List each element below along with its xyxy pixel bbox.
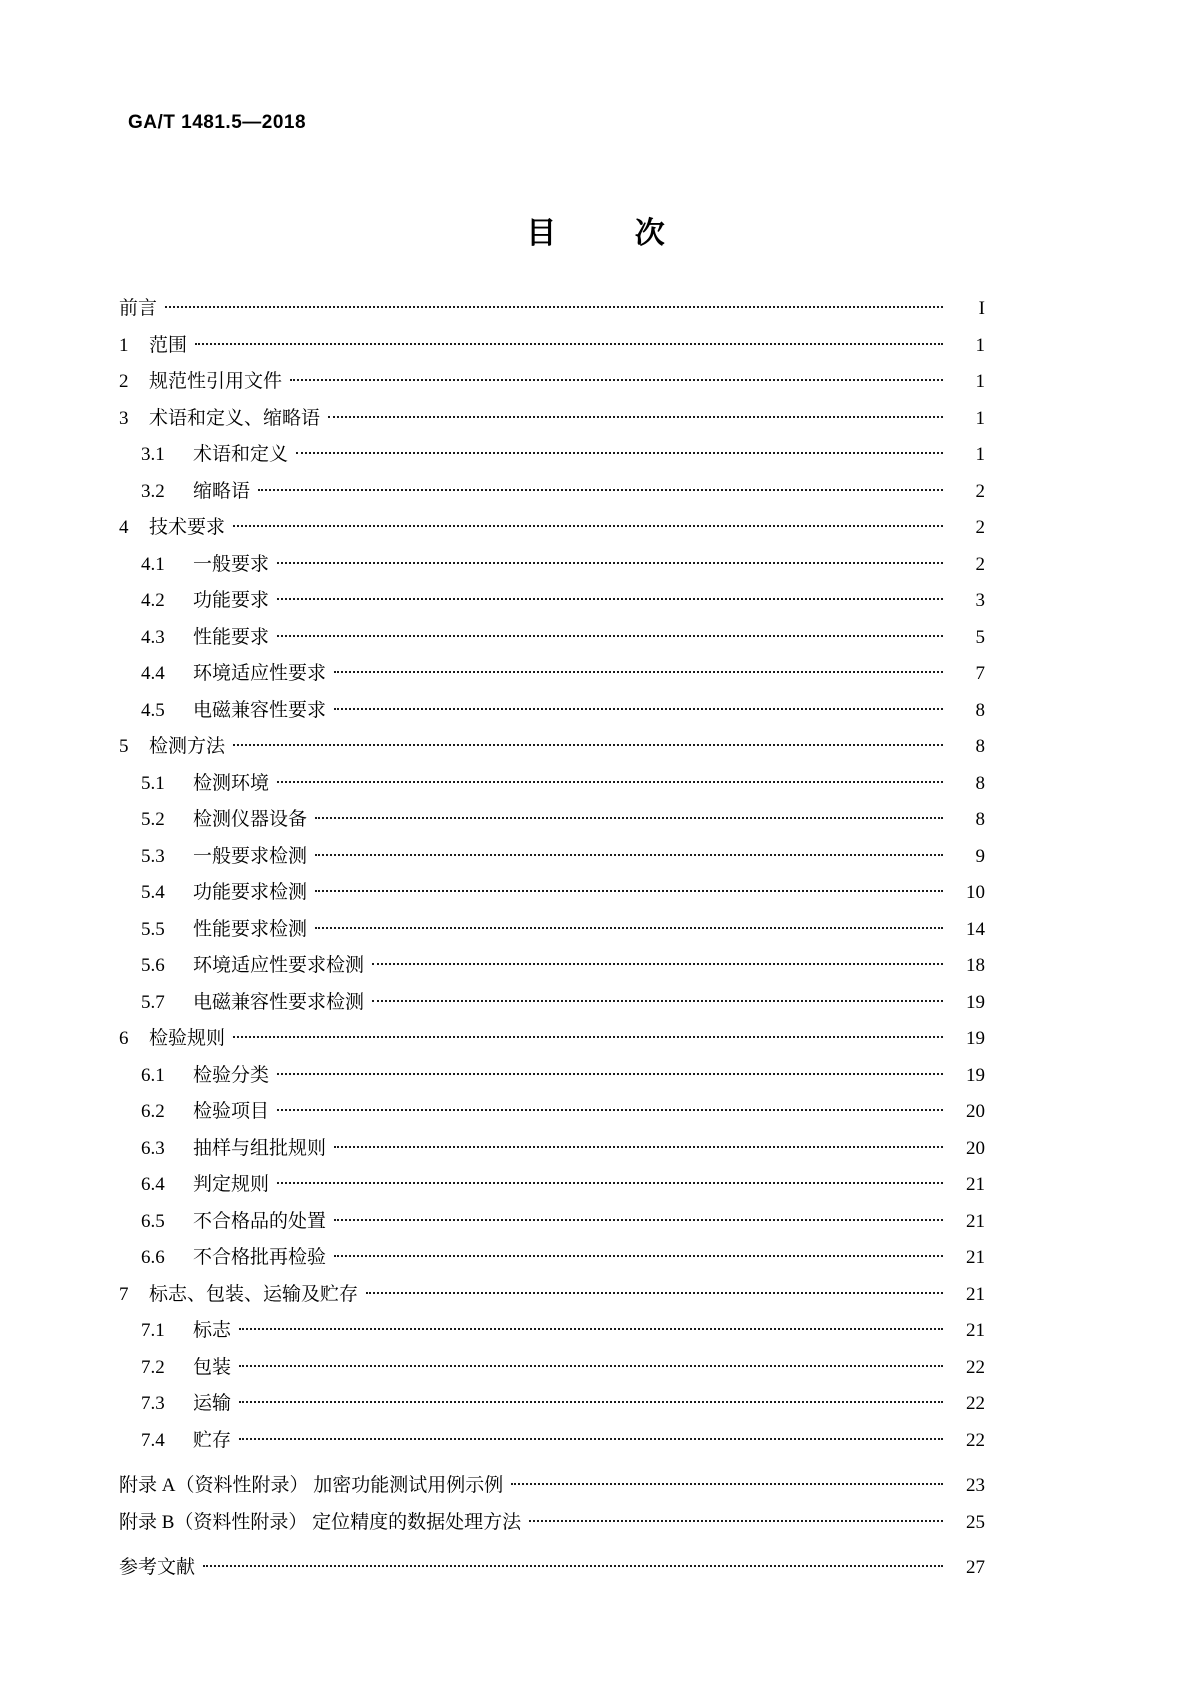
toc-entry-label: 检测方法: [149, 736, 226, 757]
toc-entry-label: 规范性引用文件: [149, 371, 283, 392]
toc-leader-dots: [511, 1472, 943, 1491]
toc-entry[interactable]: [119, 1025, 985, 1062]
toc-entry-number: 4.5: [141, 699, 165, 721]
toc-entry-label: 功能要求: [193, 590, 270, 611]
toc-entry-page: 2: [975, 553, 985, 575]
toc-entry-page: 19: [966, 1064, 985, 1086]
standard-number-header: GA/T 1481.5—2018: [128, 112, 307, 133]
toc-entry[interactable]: [119, 697, 985, 734]
toc-entry-label: 运输: [193, 1393, 232, 1414]
toc-entry-label: 技术要求: [149, 517, 226, 538]
toc-entry-label: 不合格品的处置: [193, 1210, 327, 1232]
toc-entry-page: 1: [975, 407, 985, 429]
toc-entry[interactable]: [119, 1244, 985, 1281]
toc-entry-number: 5.1: [141, 772, 165, 794]
toc-entry-label: 电磁兼容性要求: [193, 699, 327, 721]
toc-entry-label: 检验项目: [193, 1101, 270, 1122]
toc-entry-number: 2: [119, 371, 129, 392]
toc-entry-label: 贮存: [193, 1429, 232, 1451]
toc-entry[interactable]: [119, 733, 985, 770]
toc-entry[interactable]: [119, 916, 985, 953]
toc-entry-number: 7.4: [141, 1429, 165, 1451]
toc-entry[interactable]: [119, 1171, 985, 1208]
toc-entry-number: 5.2: [141, 809, 165, 830]
toc-entry-page: 21: [966, 1247, 985, 1268]
toc-entry-page: 1: [975, 334, 985, 356]
toc-entry-number: 6.3: [141, 1137, 165, 1159]
toc-entry[interactable]: [119, 806, 985, 843]
toc-entry-page: 22: [966, 1356, 985, 1378]
toc-entry[interactable]: [119, 1354, 985, 1391]
toc-entry-page: 7: [975, 663, 985, 684]
toc-entry[interactable]: [119, 551, 985, 588]
toc-entry-page: 21: [966, 1320, 985, 1341]
toc-entry-page: 2: [975, 517, 985, 538]
toc-entry-label: 前言: [119, 298, 158, 319]
toc-leader-dots: [277, 587, 943, 606]
toc-entry-page: 5: [975, 626, 985, 648]
toc-leader-dots: [315, 806, 943, 825]
toc-entry[interactable]: [119, 368, 985, 405]
toc-entry-label: 标志: [193, 1320, 232, 1341]
toc-leader-dots: [372, 952, 943, 971]
toc-entry-label: 附录 A（资料性附录） 加密功能测试用例示例: [119, 1475, 504, 1496]
toc-entry-page: 2: [975, 480, 985, 502]
toc-entry-label: 功能要求检测: [193, 882, 308, 903]
toc-entry-page: 14: [966, 918, 985, 940]
toc-entry-label: 检测环境: [193, 772, 270, 794]
toc-entry[interactable]: [119, 879, 985, 916]
toc-entry-number: 5.3: [141, 845, 165, 867]
toc-entry-label: 性能要求: [193, 626, 270, 648]
toc-entry[interactable]: [119, 952, 985, 989]
toc-leader-dots: [334, 660, 943, 679]
toc-entry-page: 8: [975, 736, 985, 757]
toc-leader-dots: [315, 879, 943, 898]
toc-entry[interactable]: [119, 587, 985, 624]
toc-entry-number: 5.4: [141, 882, 165, 903]
toc-entry-number: 6.4: [141, 1174, 165, 1195]
page-title: 目 次: [526, 216, 699, 251]
toc-entry-label: 术语和定义、缩略语: [149, 407, 321, 429]
toc-entry-page: 21: [966, 1210, 985, 1232]
toc-entry-page: 21: [966, 1174, 985, 1195]
toc-leader-dots: [203, 1554, 943, 1573]
toc-leader-dots: [372, 989, 943, 1008]
toc-entry-page: 23: [966, 1475, 985, 1496]
toc-entry-page: 3: [975, 590, 985, 611]
toc-leader-dots: [239, 1427, 943, 1446]
toc-entry-page: 19: [966, 1028, 985, 1049]
toc-entry-page: 21: [966, 1283, 985, 1305]
toc-leader-dots: [277, 770, 943, 789]
toc-entry-number: 6.5: [141, 1210, 165, 1232]
toc-leader-dots: [334, 697, 943, 716]
toc-entry[interactable]: [119, 514, 985, 551]
toc-leader-dots: [233, 733, 943, 752]
toc-entry-label: 环境适应性要求检测: [193, 955, 365, 976]
toc-entry-page: 20: [966, 1101, 985, 1122]
toc-leader-dots: [165, 295, 943, 314]
toc-entry-label: 一般要求: [193, 553, 270, 575]
toc-entry-number: 5.5: [141, 918, 165, 940]
toc-entry-page: 22: [966, 1429, 985, 1451]
toc-entry[interactable]: [119, 478, 985, 515]
toc-leader-dots: [233, 1025, 943, 1044]
toc-leader-dots: [239, 1317, 943, 1336]
toc-entry-number: 7.1: [141, 1320, 165, 1341]
toc-entry-page: 22: [966, 1393, 985, 1414]
toc-entry-page: 20: [966, 1137, 985, 1159]
toc-leader-dots: [529, 1509, 943, 1528]
toc-entry-label: 检验规则: [149, 1028, 226, 1049]
toc-entry-number: 4.4: [141, 663, 165, 684]
toc-entry-number: 4.2: [141, 590, 165, 611]
toc-leader-dots: [334, 1208, 943, 1227]
toc-entry-number: 3: [119, 407, 129, 429]
toc-entry-label: 标志、包装、运输及贮存: [149, 1283, 359, 1305]
toc-entry-label: 附录 B（资料性附录） 定位精度的数据处理方法: [119, 1511, 522, 1533]
toc-leader-dots: [290, 368, 943, 387]
toc-entry-number: 5.6: [141, 955, 165, 976]
toc-entry-page: 8: [975, 809, 985, 830]
toc-entry-label: 范围: [149, 334, 188, 356]
toc-entry-number: 4.3: [141, 626, 165, 648]
toc-entry-page: 25: [966, 1511, 985, 1533]
toc-entry-number: 5.7: [141, 991, 165, 1013]
toc-entry-label: 术语和定义: [193, 444, 289, 465]
toc-entry[interactable]: [119, 843, 985, 880]
toc-entry-label: 参考文献: [119, 1557, 196, 1578]
toc-leader-dots: [239, 1390, 943, 1409]
toc-entry[interactable]: [119, 1509, 985, 1546]
toc-entry[interactable]: [119, 1208, 985, 1245]
toc-entry[interactable]: [119, 332, 985, 369]
toc-entry-label: 抽样与组批规则: [193, 1137, 327, 1159]
toc-entry[interactable]: [119, 441, 985, 478]
toc-entry[interactable]: [119, 1281, 985, 1318]
toc-entry-page: 27: [966, 1557, 985, 1578]
toc-leader-dots: [277, 1062, 943, 1081]
toc-entry-number: 4.1: [141, 553, 165, 575]
toc-entry-number: 6.1: [141, 1064, 165, 1086]
toc-entry-page: 18: [966, 955, 985, 976]
toc-entry-number: 1: [119, 334, 129, 356]
toc-entry[interactable]: [119, 405, 985, 442]
toc-entry-page: 9: [975, 845, 985, 867]
toc-entry[interactable]: [119, 1427, 985, 1464]
toc-entry[interactable]: [119, 989, 985, 1026]
toc-entry[interactable]: [119, 770, 985, 807]
toc-entry-page: I: [978, 298, 985, 319]
toc-entry-number: 6: [119, 1028, 129, 1049]
toc-leader-dots: [315, 843, 943, 862]
toc-leader-dots: [277, 551, 943, 570]
toc-entry-page: 1: [975, 444, 985, 465]
toc-entry-page: 8: [975, 699, 985, 721]
toc-entry-page: 1: [975, 371, 985, 392]
toc-entry-page: 10: [966, 882, 985, 903]
toc-leader-dots: [315, 916, 943, 935]
toc-leader-dots: [334, 1244, 943, 1263]
toc-entry[interactable]: [119, 1317, 985, 1354]
toc-entry[interactable]: [119, 1062, 985, 1099]
toc-leader-dots: [277, 1171, 943, 1190]
toc-entry-page: 19: [966, 991, 985, 1013]
toc-entry-label: 缩略语: [193, 480, 251, 502]
toc-leader-dots: [366, 1281, 943, 1300]
toc-entry-label: 环境适应性要求: [193, 663, 327, 684]
toc-section-gap: [119, 1545, 985, 1554]
toc-entry[interactable]: [119, 295, 985, 332]
toc-entry-page: 8: [975, 772, 985, 794]
toc-leader-dots: [334, 1135, 943, 1154]
toc-entry-number: 6.2: [141, 1101, 165, 1122]
toc-entry-number: 6.6: [141, 1247, 165, 1268]
toc-entry-label: 电磁兼容性要求检测: [193, 991, 365, 1013]
toc-leader-dots: [277, 624, 943, 643]
toc-entry-label: 判定规则: [193, 1174, 270, 1195]
toc-entry[interactable]: [119, 1554, 985, 1591]
toc-leader-dots: [233, 514, 943, 533]
toc-entry-number: 3.1: [141, 444, 165, 465]
toc-leader-dots: [328, 405, 943, 424]
toc-entry-label: 包装: [193, 1356, 232, 1378]
toc-entry-label: 不合格批再检验: [193, 1247, 327, 1268]
toc-entry[interactable]: [119, 1098, 985, 1135]
toc-leader-dots: [239, 1354, 943, 1373]
toc-entry-label: 检验分类: [193, 1064, 270, 1086]
toc-entry-label: 检测仪器设备: [193, 809, 308, 830]
toc-leader-dots: [296, 441, 943, 460]
toc-entry-number: 7.2: [141, 1356, 165, 1378]
toc-entry[interactable]: [119, 1472, 985, 1509]
toc-leader-dots: [195, 332, 943, 351]
toc-entry[interactable]: [119, 1390, 985, 1427]
toc-entry-label: 一般要求检测: [193, 845, 308, 867]
toc-entry-number: 5: [119, 736, 129, 757]
toc-entry-number: 3.2: [141, 480, 165, 502]
toc-leader-dots: [277, 1098, 943, 1117]
table-of-contents: [119, 295, 985, 1591]
toc-entry-number: 7: [119, 1283, 129, 1305]
toc-entry[interactable]: [119, 660, 985, 697]
toc-entry-number: 7.3: [141, 1393, 165, 1414]
toc-entry-label: 性能要求检测: [193, 918, 308, 940]
toc-entry[interactable]: [119, 624, 985, 661]
toc-leader-dots: [258, 478, 943, 497]
toc-entry[interactable]: [119, 1135, 985, 1172]
toc-entry-number: 4: [119, 517, 129, 538]
toc-section-gap: [119, 1463, 985, 1472]
